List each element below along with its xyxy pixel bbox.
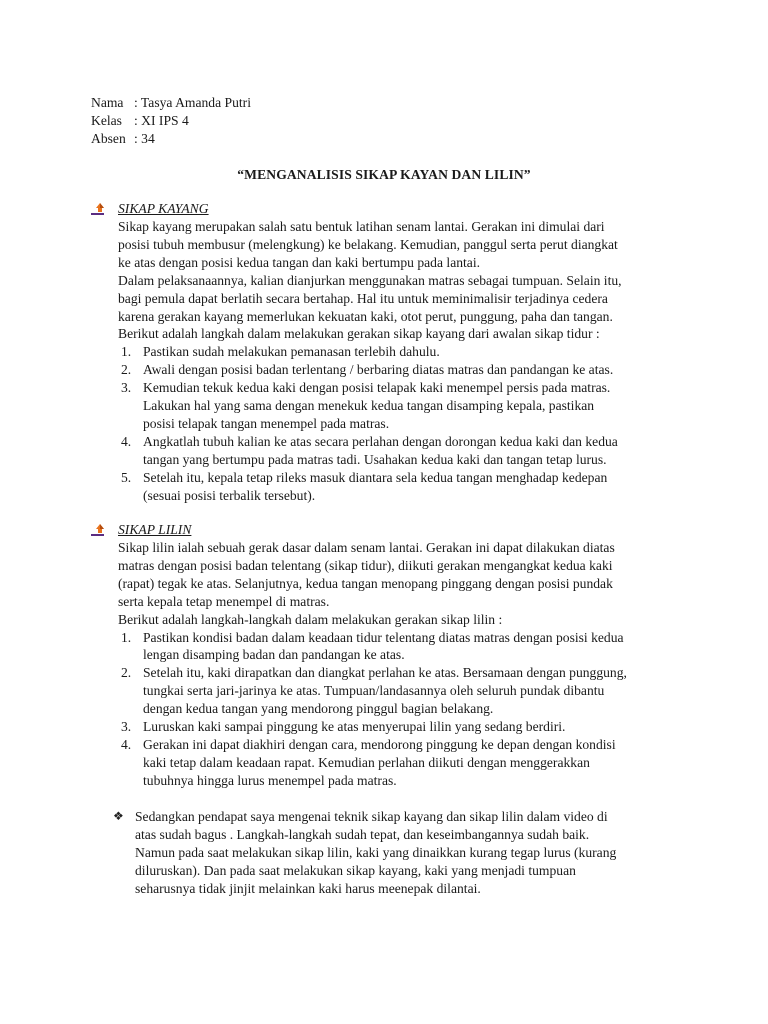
step-item bbox=[118, 361, 691, 379]
step-text-line: Angkatlah tubuh kalian ke atas secara perlahan dengan dorongan kedua kaki dan kedua bbox=[143, 433, 618, 449]
step-text-line: tungkai serta jari-jarinya ke atas. Tumpuan/landasannya oleh seluruh pundak dibantu bbox=[143, 683, 605, 699]
section-intro bbox=[118, 218, 678, 343]
text-line: serta kepala tetap menempel di matras. bbox=[118, 593, 330, 609]
step-item bbox=[118, 736, 691, 790]
step-text-line: tangan yang bertumpu pada matras tadi. Usahakan kedua kaki dan tangan tetap lurus. bbox=[143, 451, 607, 467]
text-line: Berikut adalah langkah dalam melakukan gerakan sikap kayang dari awalan sikap tidur : bbox=[118, 326, 600, 342]
text-line: karena gerakan kayang memerlukan kekuatan kaki, otot perut, punggung, paha dan tangan. bbox=[118, 308, 613, 324]
identity-value: : 34 bbox=[134, 130, 155, 146]
section-sikap-lilin bbox=[91, 521, 691, 790]
text-line: Sedangkan pendapat saya mengenai teknik sikap kayang dan sikap lilin dalam video di bbox=[135, 809, 608, 824]
arrow-bullet-icon bbox=[91, 523, 109, 537]
step-item bbox=[118, 664, 691, 718]
section-intro bbox=[118, 539, 678, 629]
step-text-line: Setelah itu, kepala tetap rileks masuk diantara sela kedua tangan menghadap kedepan bbox=[143, 469, 608, 485]
text-line: matras dengan posisi badan telentang (sikap tidur), diikuti gerakan mengangkat kedua kaki bbox=[118, 557, 613, 573]
step-text-line: dengan kedua tangan yang mendorong pinggul bagian belakang. bbox=[143, 701, 494, 717]
step-text-line: lengan disamping badan dan pandangan ke atas. bbox=[143, 647, 405, 663]
step-text-line: Luruskan kaki sampai pinggung ke atas menyerupai lilin yang sedang berdiri. bbox=[143, 719, 566, 735]
step-item bbox=[118, 629, 691, 665]
text-line: Berikut adalah langkah-langkah dalam melakukan gerakan sikap lilin : bbox=[118, 611, 503, 627]
step-item bbox=[118, 718, 691, 736]
step-text-line: Gerakan ini dapat diakhiri dengan cara, mendorong pinggung ke depan dengan kondisi bbox=[143, 736, 616, 752]
four-diamond-icon: ❖ bbox=[113, 809, 124, 823]
step-item bbox=[118, 469, 691, 505]
step-text-line: kaki tetap dalam keadaan rapat. Kemudian perlahan diikuti dengan menggerakkan bbox=[143, 754, 590, 770]
step-text-line: Pastikan sudah melakukan pemanasan terlebih dahulu. bbox=[143, 344, 440, 360]
opinion-text bbox=[135, 808, 693, 898]
steps-list bbox=[118, 343, 691, 504]
identity-key: Absen bbox=[91, 130, 126, 146]
document-title: “MENGANALISIS SIKAP KAYAN DAN LILIN” bbox=[237, 167, 531, 182]
step-number: 3. bbox=[121, 719, 132, 735]
text-line: atas sudah bagus . Langkah-langkah sudah tepat, dan keseimbangannya sudah baik. bbox=[135, 826, 590, 842]
step-number: 1. bbox=[121, 344, 132, 360]
step-text-line: (sesuai posisi terbalik tersebut). bbox=[143, 487, 316, 503]
step-number: 5. bbox=[121, 469, 132, 485]
step-text-line: Kemudian tekuk kedua kaki dengan posisi telapak kaki menempel persis pada matras. bbox=[143, 380, 611, 396]
text-line: bagi pemula dapat berlatih secara bertahap. Hal itu untuk meminimalisir terjadinya cedera bbox=[118, 290, 608, 306]
step-text-line: Pastikan kondisi badan dalam keadaan tidur telentang diatas matras dengan posisi kedua bbox=[143, 629, 624, 645]
step-number: 2. bbox=[121, 362, 132, 378]
identity-row-name bbox=[91, 94, 251, 112]
student-identity bbox=[91, 94, 251, 148]
identity-key: Kelas bbox=[91, 112, 122, 128]
text-line: (rapat) tegak ke atas. Selanjutnya, kedua tangan menopang pinggang dengan posisi pundak bbox=[118, 575, 613, 591]
step-item bbox=[118, 379, 691, 433]
step-number: 4. bbox=[121, 736, 132, 752]
step-number: 3. bbox=[121, 380, 132, 396]
step-text-line: Setelah itu, kaki dirapatkan dan diangkat perlahan ke atas. Bersamaan dengan punggung, bbox=[143, 665, 627, 681]
step-text-line: Lakukan hal yang sama dengan menekuk kedua tangan disamping kepala, pastikan bbox=[143, 398, 595, 414]
text-line: Namun pada saat melakukan sikap lilin, kaki yang dinaikkan kurang tegap lurus (kurang bbox=[135, 844, 617, 860]
identity-value: : XI IPS 4 bbox=[134, 112, 189, 128]
text-line: posisi tubuh membusur (melengkung) ke belakang. Kemudian, panggul serta perut diangkat bbox=[118, 236, 618, 252]
identity-value: : Tasya Amanda Putri bbox=[134, 95, 251, 110]
text-line: Dalam pelaksanaannya, kalian dianjurkan menggunakan matras sebagai tumpuan. Selain itu, bbox=[118, 272, 622, 288]
section-sikap-kayang bbox=[91, 200, 691, 505]
identity-key: Nama bbox=[91, 95, 124, 110]
step-number: 2. bbox=[121, 665, 132, 681]
step-text-line: posisi telapak tangan menempel pada matras. bbox=[143, 415, 390, 431]
section-heading-row bbox=[91, 521, 691, 539]
step-text-line: Awali dengan posisi badan terlentang / berbaring diatas matras dan pandangan ke atas. bbox=[143, 362, 614, 378]
text-line: seharusnya tidak jinjit melainkan kaki harus meenepak dilantai. bbox=[135, 880, 481, 896]
text-line: ke atas dengan posisi kedua tangan dan kaki bertumpu pada lantai. bbox=[118, 254, 481, 270]
section-title: SIKAP LILIN bbox=[118, 522, 192, 537]
section-heading-row bbox=[91, 200, 691, 218]
text-line: Sikap lilin ialah sebuah gerak dasar dalam senam lantai. Gerakan ini dapat dilakukan diatas bbox=[118, 540, 615, 555]
identity-row-class bbox=[91, 112, 251, 130]
step-number: 4. bbox=[121, 433, 132, 449]
identity-row-absen bbox=[91, 130, 251, 148]
step-item bbox=[118, 433, 691, 469]
text-line: Sikap kayang merupakan salah satu bentuk latihan senam lantai. Gerakan ini dimulai dari bbox=[118, 219, 605, 234]
step-text-line: tubuhnya hingga lurus menempel pada matras. bbox=[143, 772, 397, 788]
opinion-paragraph bbox=[113, 808, 693, 898]
step-number: 1. bbox=[121, 629, 132, 645]
step-item bbox=[118, 343, 691, 361]
text-line: diluruskan). Dan pada saat melakukan sikap kayang, kaki yang menjadi tumpuan bbox=[135, 862, 576, 878]
arrow-bullet-icon bbox=[91, 202, 109, 216]
steps-list bbox=[118, 629, 691, 790]
section-title: SIKAP KAYANG bbox=[118, 201, 209, 216]
